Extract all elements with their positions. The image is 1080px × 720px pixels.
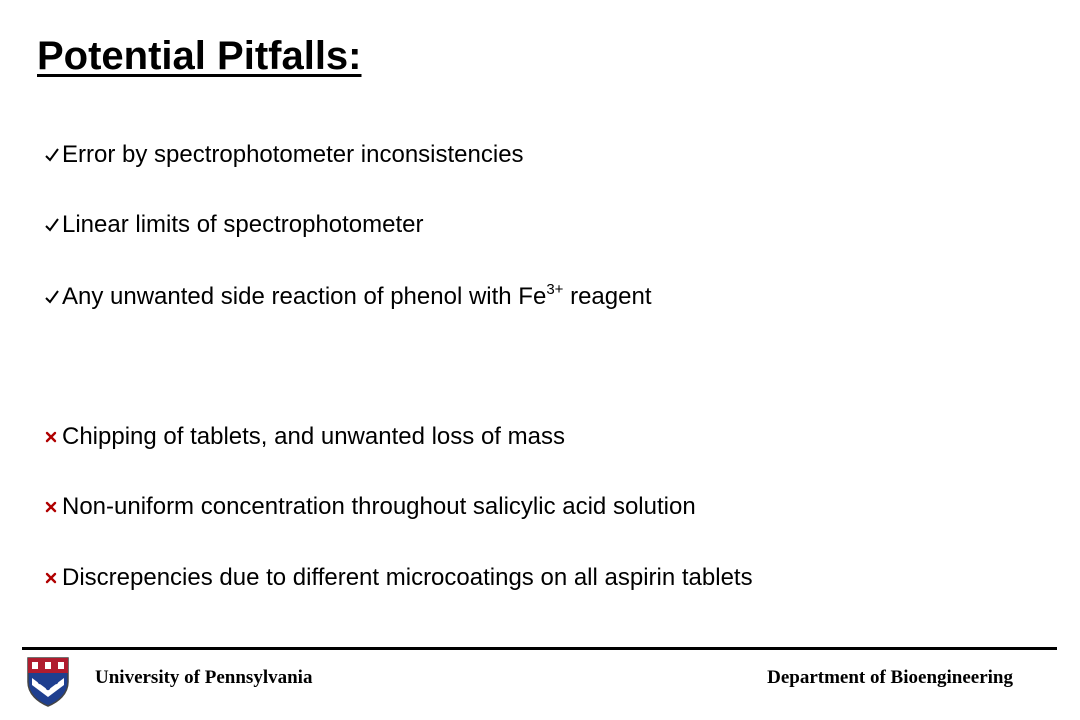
x-item-text: Chipping of tablets, and unwanted loss of mass	[62, 423, 565, 450]
check-bullet-item	[44, 140, 524, 170]
check-icon	[44, 217, 62, 233]
x-bullet-item	[44, 492, 696, 522]
check-item-text: Linear limits of spectrophotometer	[62, 211, 424, 238]
x-item-text: Non-uniform concentration throughout salicylic acid solution	[62, 493, 696, 520]
check-icon	[44, 147, 62, 163]
x-item-text: Discrepencies due to different microcoatings on all aspirin tablets	[62, 564, 753, 591]
footer-university-name: University of Pennsylvania	[95, 667, 313, 688]
x-icon	[44, 430, 62, 444]
check-item-text-before: Any unwanted side reaction of phenol with Fe	[62, 283, 547, 310]
footer-divider	[22, 647, 1057, 650]
slide-title: Potential Pitfalls:	[37, 34, 362, 78]
x-bullet-item	[44, 422, 565, 452]
iron-charge-superscript: 3+	[546, 281, 564, 298]
university-shield-logo	[26, 656, 70, 708]
check-icon	[44, 289, 62, 305]
check-item-text: Error by spectrophotometer inconsistencies	[62, 141, 524, 168]
footer-department-name: Department of Bioengineering	[767, 667, 1013, 688]
check-bullet-item	[44, 210, 424, 240]
check-item-text-after: reagent	[563, 283, 652, 310]
x-icon	[44, 571, 62, 585]
x-icon	[44, 500, 62, 514]
check-item-text	[62, 282, 652, 312]
check-bullet-item	[44, 282, 652, 312]
x-bullet-item	[44, 563, 753, 593]
